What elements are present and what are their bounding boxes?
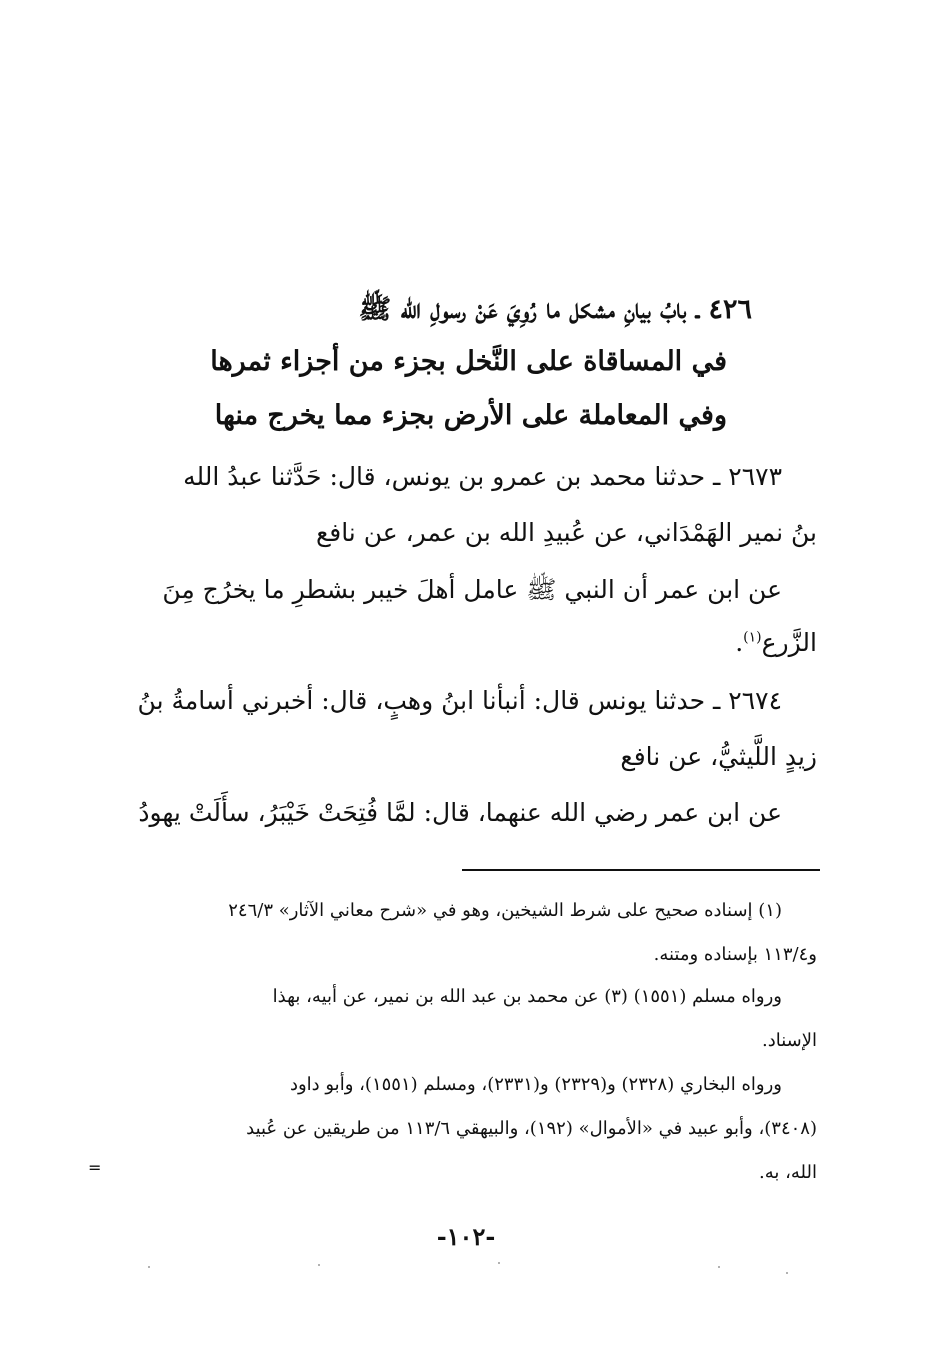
footnote-line-4: الإسناد. [761,1030,817,1051]
hadith-2673-matn-line-1: عن ابن عمر أن النبي ﷺ عامل أهلَ خيبر بشطرِ ما يخرُج مِنَ [162,575,782,604]
hadith-2673-matn-end: . [735,628,744,657]
scan-speck [318,1264,320,1266]
scan-speck [498,1262,500,1264]
chapter-title-line-2: في المساقاة على النَّخل بجزء من أجزاء ثمرها [210,346,727,377]
scan-speck [786,1272,788,1274]
footnote-line-3: ورواه مسلم (١٥٥١) (٣) عن محمد بن عبد الله بن نمير، عن أبيه، بهذا [272,986,782,1007]
footnote-line-7: الله، به. [758,1162,817,1183]
hadith-2673-isnad-line-1: ٢٦٧٣ ـ حدثنا محمد بن عمرو بن يونس، قال: حَدَّثنا عبدُ الله [183,462,782,491]
chapter-title-line-1: ٤٢٦ ـ بابُ بيانِ مشكل ما رُوِيَ عَنْ رسولِ الله ﷺ [358,294,752,325]
footnote-line-6: (٣٤٠٨)، وأبو عبيد في «الأموال» (١٩٢)، والبيهقي ١١٣/٦ من طريقين عن عُبيد [246,1118,817,1139]
scan-speck [718,1266,720,1268]
footnote-line-1: (١) إسناده صحيح على شرط الشيخين، وهو في «شرح معاني الآثار» ٢٤٦/٣ [228,900,782,921]
footnote-line-2: و١١٣/٤ بإسناده ومتنه. [653,944,817,965]
footnote-line-5: ورواه البخاري (٢٣٢٨) و(٢٣٢٩) و(٢٣٣١)، ومسلم (١٥٥١)، وأبو داود [289,1074,782,1095]
hadith-2673-isnad-line-2: بنُ نمير الهَمْدَاني، عن عُبيدِ الله بن عمر، عن نافع [315,518,817,547]
scan-speck [148,1266,150,1268]
footnote-reference: (١) [743,629,762,646]
hadith-2674-matn-line-1: عن ابن عمر رضي الله عنهما، قال: لمَّا فُتِحَتْ خَيْبَرُ، سأَلَتْ يهودُ [138,798,782,827]
margin-mark: = [88,1158,102,1177]
chapter-title-line-3: وفي المعاملة على الأرض بجزء مما يخرج منها [214,400,727,431]
page-number: -١٠٢- [436,1222,496,1251]
hadith-2673-matn-text: الزَّرع [761,628,817,657]
hadith-2673-matn-line-2 [735,628,817,657]
hadith-2674-isnad-line-2: زيدٍ اللَّيثيُّ، عن نافع [620,742,817,771]
hadith-2674-isnad-line-1: ٢٦٧٤ ـ حدثنا يونس قال: أنبأنا ابنُ وهبٍ، قال: أخبرني أسامةُ بنُ [137,686,782,715]
footnote-separator [462,869,820,871]
